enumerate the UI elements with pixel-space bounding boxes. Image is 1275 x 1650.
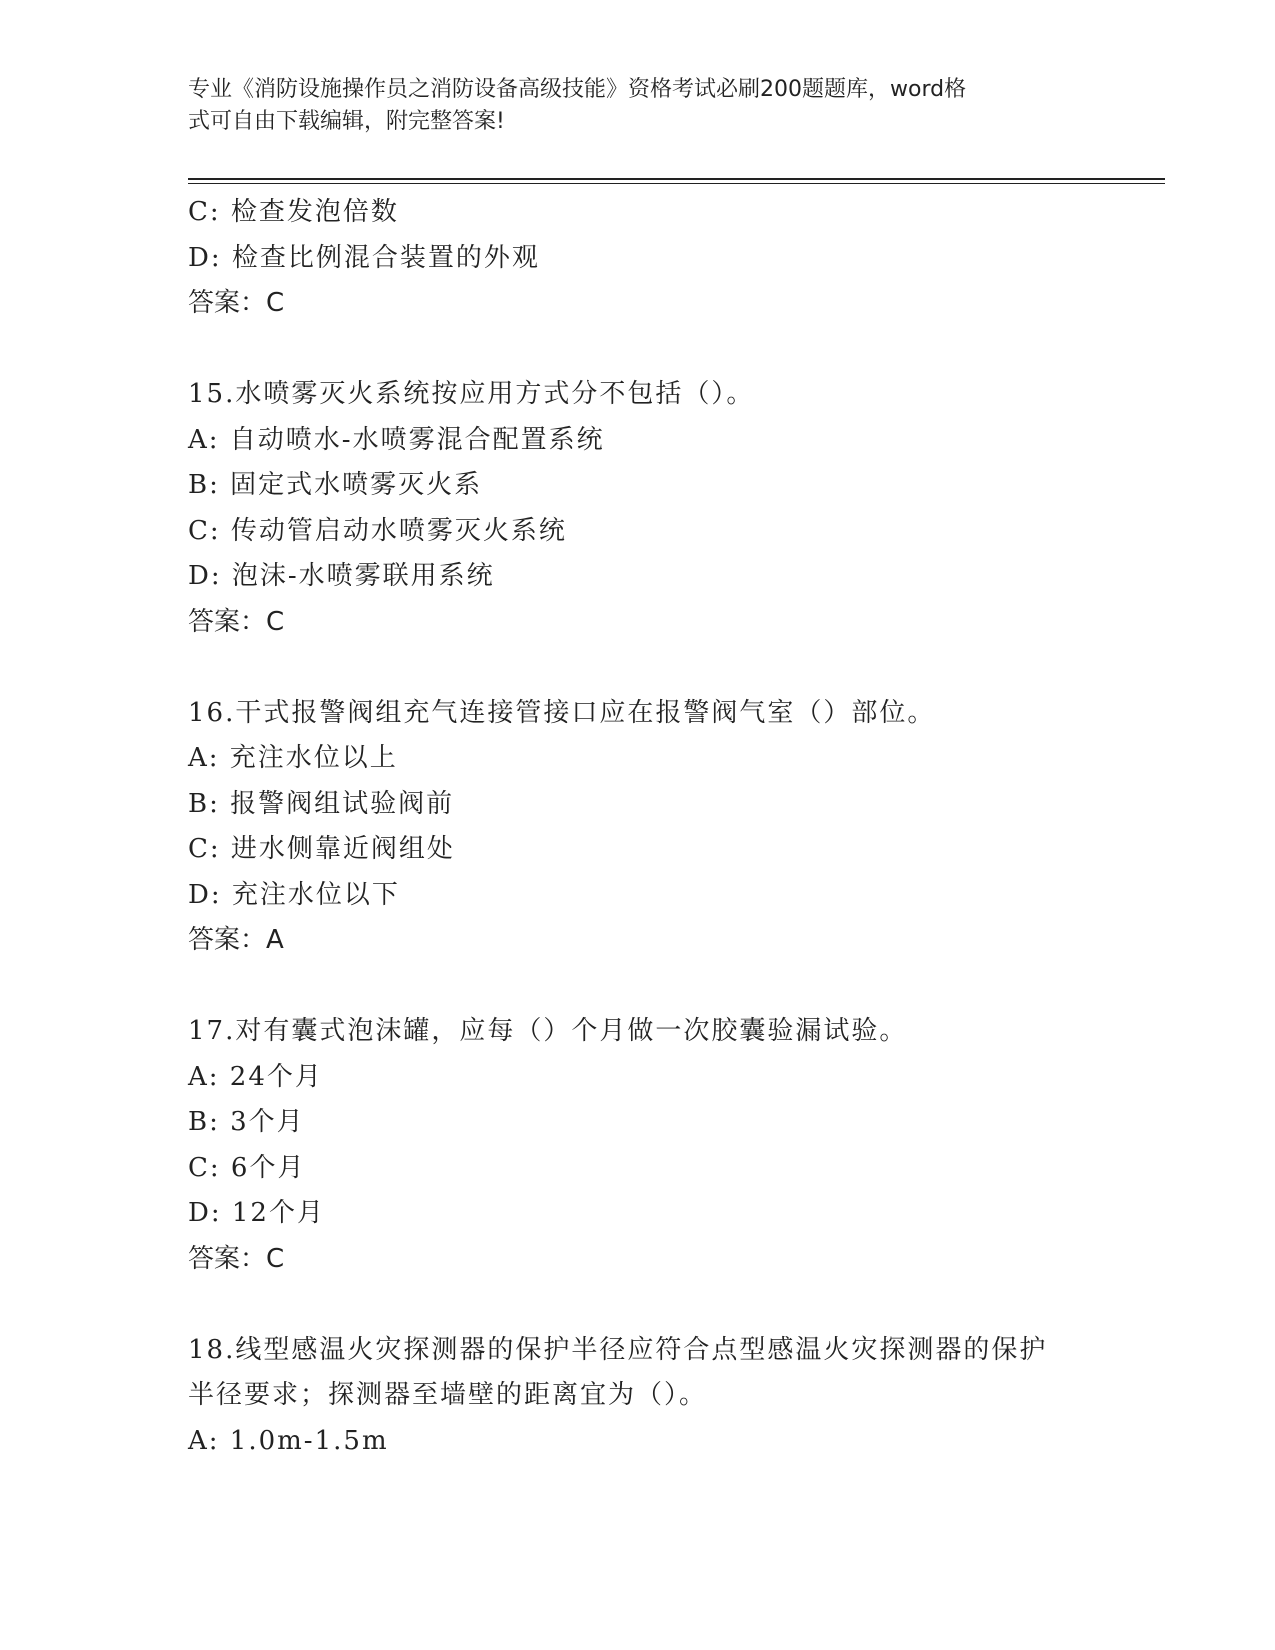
question-15 bbox=[188, 372, 1088, 645]
header-divider-thin bbox=[188, 183, 1165, 184]
question-text: 16.干式报警阀组充气连接管接口应在报警阀气室（）部位。 bbox=[188, 697, 936, 728]
question-text-line-1: 18.线型感温火灾探测器的保护半径应符合点型感温火灾探测器的保护 bbox=[188, 1334, 1048, 1365]
question-17 bbox=[188, 1009, 1088, 1282]
answer: 答案：C bbox=[188, 606, 285, 637]
option-a: A: 24个月 bbox=[188, 1061, 323, 1092]
option-a: A: 自动喷水-水喷雾混合配置系统 bbox=[188, 424, 605, 455]
question-text: 17.对有囊式泡沫罐，应每（）个月做一次胶囊验漏试验。 bbox=[188, 1016, 908, 1046]
question-14-tail bbox=[188, 190, 1088, 327]
option-b: B: 报警阀组试验阀前 bbox=[188, 788, 455, 819]
option-c: C: 6个月 bbox=[188, 1152, 306, 1183]
option-c: C: 传动管启动水喷雾灭火系统 bbox=[188, 515, 567, 546]
option-a: A: 1.0m-1.5m bbox=[188, 1425, 389, 1456]
option-b: B: 固定式水喷雾灭火系 bbox=[188, 470, 483, 500]
header-line-1: 专业《消防设施操作员之消防设备高级技能》资格考试必刷200题题库，word格 bbox=[188, 77, 967, 102]
option-d: D: 泡沫-水喷雾联用系统 bbox=[188, 561, 495, 591]
answer: 答案：C bbox=[188, 1243, 285, 1274]
option-c: C: 进水侧靠近阀组处 bbox=[188, 834, 455, 864]
option-c: C: 检查发泡倍数 bbox=[188, 197, 399, 227]
question-list bbox=[188, 190, 1088, 1464]
question-text: 15.水喷雾灭火系统按应用方式分不包括（）。 bbox=[188, 379, 755, 409]
header-line-2: 式可自由下载编辑，附完整答案! bbox=[188, 109, 505, 134]
question-18 bbox=[188, 1328, 1088, 1465]
option-a: A: 充注水位以上 bbox=[188, 743, 398, 773]
option-b: B: 3个月 bbox=[188, 1107, 305, 1137]
option-d: D: 充注水位以下 bbox=[188, 879, 400, 910]
header-divider-thick bbox=[188, 178, 1165, 180]
document-header bbox=[188, 74, 1068, 138]
question-text-line-2: 半径要求；探测器至墙壁的距离宜为（）。 bbox=[188, 1380, 708, 1410]
option-d: D: 检查比例混合装置的外观 bbox=[188, 242, 540, 273]
question-16 bbox=[188, 691, 1088, 964]
option-d: D: 12个月 bbox=[188, 1198, 325, 1228]
answer: 答案：A bbox=[188, 925, 284, 955]
answer: 答案：C bbox=[188, 288, 285, 318]
